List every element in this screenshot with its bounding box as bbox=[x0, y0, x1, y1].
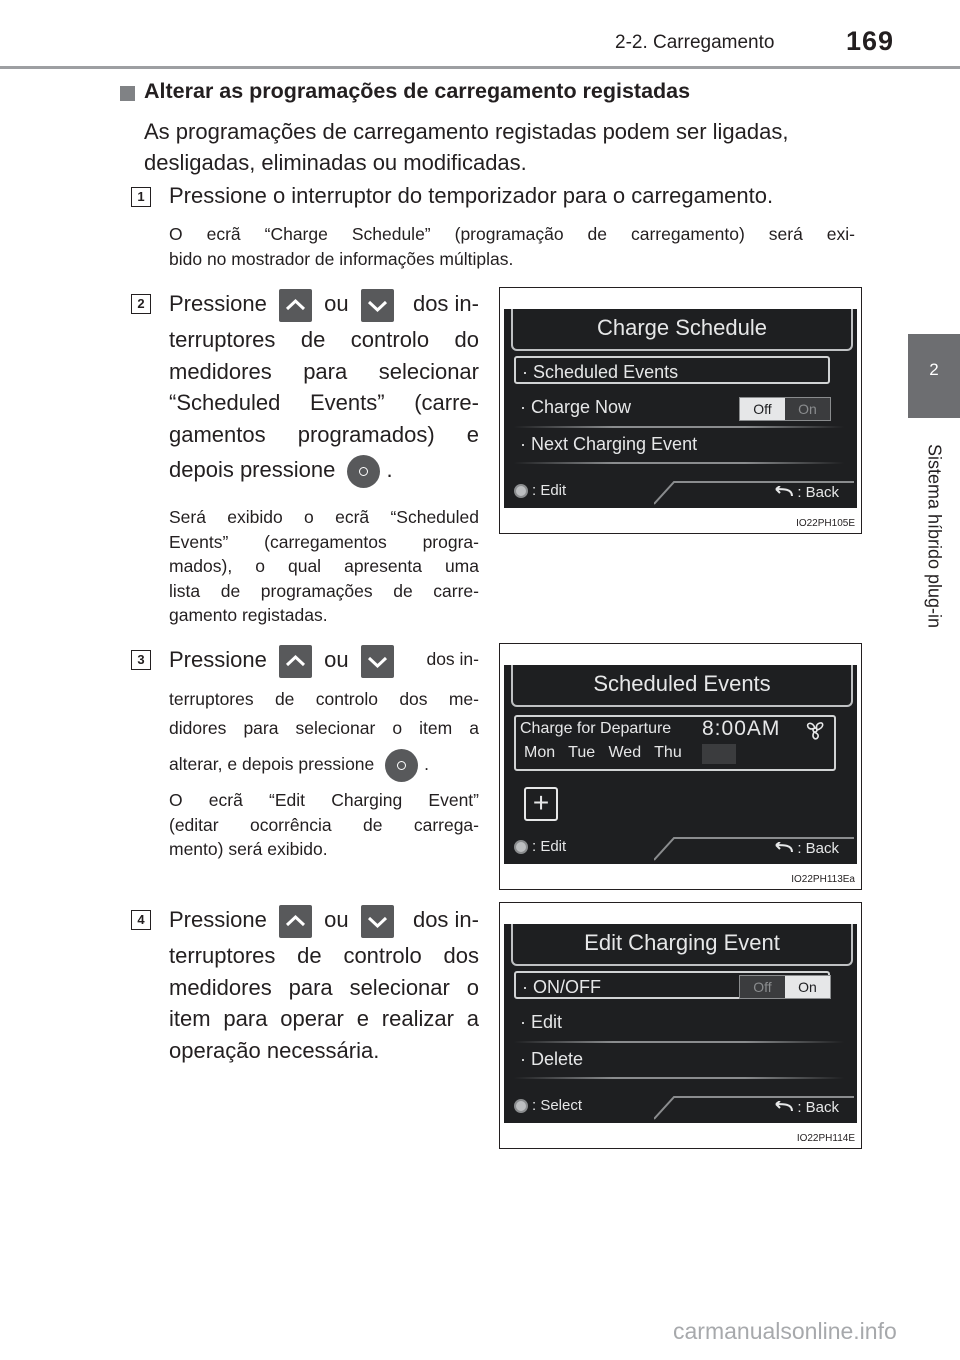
step-number-4: 4 bbox=[131, 910, 151, 930]
step-3-text: Pressione ou dos in- bbox=[169, 644, 479, 680]
day-placeholder bbox=[702, 744, 736, 764]
menu-item-delete[interactable]: · Delete bbox=[520, 1049, 584, 1069]
meter-down-button-icon bbox=[361, 905, 394, 938]
meter-up-button-icon bbox=[279, 645, 312, 678]
meter-up-button-icon bbox=[279, 289, 312, 322]
meter-ok-button-icon bbox=[385, 749, 418, 782]
section-intro: As programações de carregamento registadas podem ser ligadas, desligadas, eliminadas ou modificadas. bbox=[144, 119, 789, 175]
screen-footer bbox=[504, 1091, 857, 1123]
step-2-note: Será exibido o ecrã “Scheduled Events” (carregamentos progra- mados), o qual apresenta uma lista de programações de carre- gamento registadas. bbox=[169, 507, 479, 625]
footer-edit-hint: : Edit bbox=[514, 838, 566, 855]
watermark-text: carmanualsonline.info bbox=[673, 1318, 897, 1344]
section-heading: Alterar as programações de carregamento registadas bbox=[144, 79, 691, 103]
display-screen bbox=[504, 309, 857, 508]
footer-select-hint: : Select bbox=[514, 1097, 582, 1114]
figure-caption: IO22PH114E bbox=[796, 1133, 855, 1144]
meter-up-button-icon bbox=[279, 905, 312, 938]
menu-item-edit[interactable]: · Edit bbox=[520, 1012, 563, 1032]
knob-icon bbox=[514, 1099, 528, 1113]
charge-now-toggle[interactable] bbox=[739, 397, 831, 421]
meter-down-button-icon bbox=[361, 645, 394, 678]
figure-edit-charging-event bbox=[499, 902, 862, 1149]
step-3-note: O ecrã “Edit Charging Event” (editar ocorrência de carrega- mento) será exibido. bbox=[169, 790, 479, 859]
chapter-tab-title: Sistema híbrido plug-in bbox=[924, 443, 945, 629]
screen-title: Charge Schedule bbox=[511, 309, 853, 351]
screen-footer bbox=[504, 832, 857, 864]
menu-item-on-off[interactable]: · ON/OFF bbox=[514, 971, 830, 999]
heading-bullet-icon bbox=[120, 86, 135, 101]
display-screen bbox=[504, 924, 857, 1123]
figure-caption: IO22PH105E bbox=[796, 518, 855, 529]
step-1-text: Pressione o interruptor do temporizador para o carregamento. bbox=[169, 183, 774, 208]
event-time: 8:00AM bbox=[702, 717, 781, 740]
toggle-on-option[interactable]: On bbox=[785, 398, 830, 420]
knob-icon bbox=[514, 840, 528, 854]
toggle-off-option[interactable]: Off bbox=[740, 398, 785, 420]
back-arrow-icon bbox=[770, 1101, 794, 1115]
on-off-toggle[interactable] bbox=[739, 975, 831, 999]
step-number-3: 3 bbox=[131, 650, 151, 670]
menu-item-scheduled-events[interactable]: · Scheduled Events bbox=[514, 356, 830, 384]
step-3-body: terruptores de controlo dos me- didores para selecionar o item a alterar, e depois pressione . bbox=[169, 685, 479, 782]
footer-edit-hint: : Edit bbox=[514, 482, 566, 499]
back-arrow-icon bbox=[770, 842, 794, 856]
step-number-2: 2 bbox=[131, 294, 151, 314]
figure-charge-schedule bbox=[499, 287, 862, 534]
menu-separator bbox=[514, 462, 844, 464]
screen-footer bbox=[504, 476, 857, 508]
footer-back-hint: : Back bbox=[770, 1099, 839, 1116]
toggle-on-option[interactable]: On bbox=[785, 976, 830, 998]
page-number: 169 bbox=[846, 26, 895, 56]
header-divider bbox=[0, 66, 960, 69]
scheduled-event-entry[interactable] bbox=[514, 715, 836, 771]
step-2-text: Pressione ou dos in- terruptores de controlo do medidores para selecionar “Scheduled Events” (carre- gamentos programados) e depois pressione . bbox=[169, 288, 479, 488]
figure-scheduled-events bbox=[499, 643, 862, 890]
menu-separator bbox=[514, 1077, 844, 1079]
menu-separator bbox=[514, 1041, 844, 1043]
toggle-off-option[interactable]: Off bbox=[740, 976, 785, 998]
step-1-note: O ecrã “Charge Schedule” (programação de carregamento) será exi- bido no mostrador de informações múltiplas. bbox=[169, 224, 855, 269]
add-event-button[interactable]: + bbox=[524, 787, 558, 821]
back-arrow-icon bbox=[770, 486, 794, 500]
meter-down-button-icon bbox=[361, 289, 394, 322]
footer-back-hint: : Back bbox=[770, 840, 839, 857]
screen-title: Edit Charging Event bbox=[511, 924, 853, 966]
footer-back-hint: : Back bbox=[770, 484, 839, 501]
event-days: Mon Tue Wed Thu bbox=[524, 744, 682, 761]
step-number-1: 1 bbox=[131, 187, 151, 207]
figure-caption: IO22PH113Ea bbox=[791, 874, 855, 885]
fan-icon bbox=[802, 720, 828, 740]
header-section-title: 2-2. Carregamento bbox=[615, 32, 775, 53]
event-name: Charge for Departure bbox=[520, 720, 672, 737]
screen-title: Scheduled Events bbox=[511, 665, 853, 707]
meter-ok-button-icon bbox=[347, 455, 380, 488]
knob-icon bbox=[514, 484, 528, 498]
menu-item-charge-now[interactable]: · Charge Now bbox=[520, 397, 632, 417]
step-4-text: Pressione ou dos in- terruptores de controlo dos medidores para selecionar o item para operar e realizar a operação necessária. bbox=[169, 904, 479, 1066]
display-screen bbox=[504, 665, 857, 864]
menu-item-next-charging-event[interactable]: · Next Charging Event bbox=[520, 434, 698, 454]
chapter-tab-number: 2 bbox=[908, 334, 960, 418]
menu-separator bbox=[514, 426, 844, 428]
